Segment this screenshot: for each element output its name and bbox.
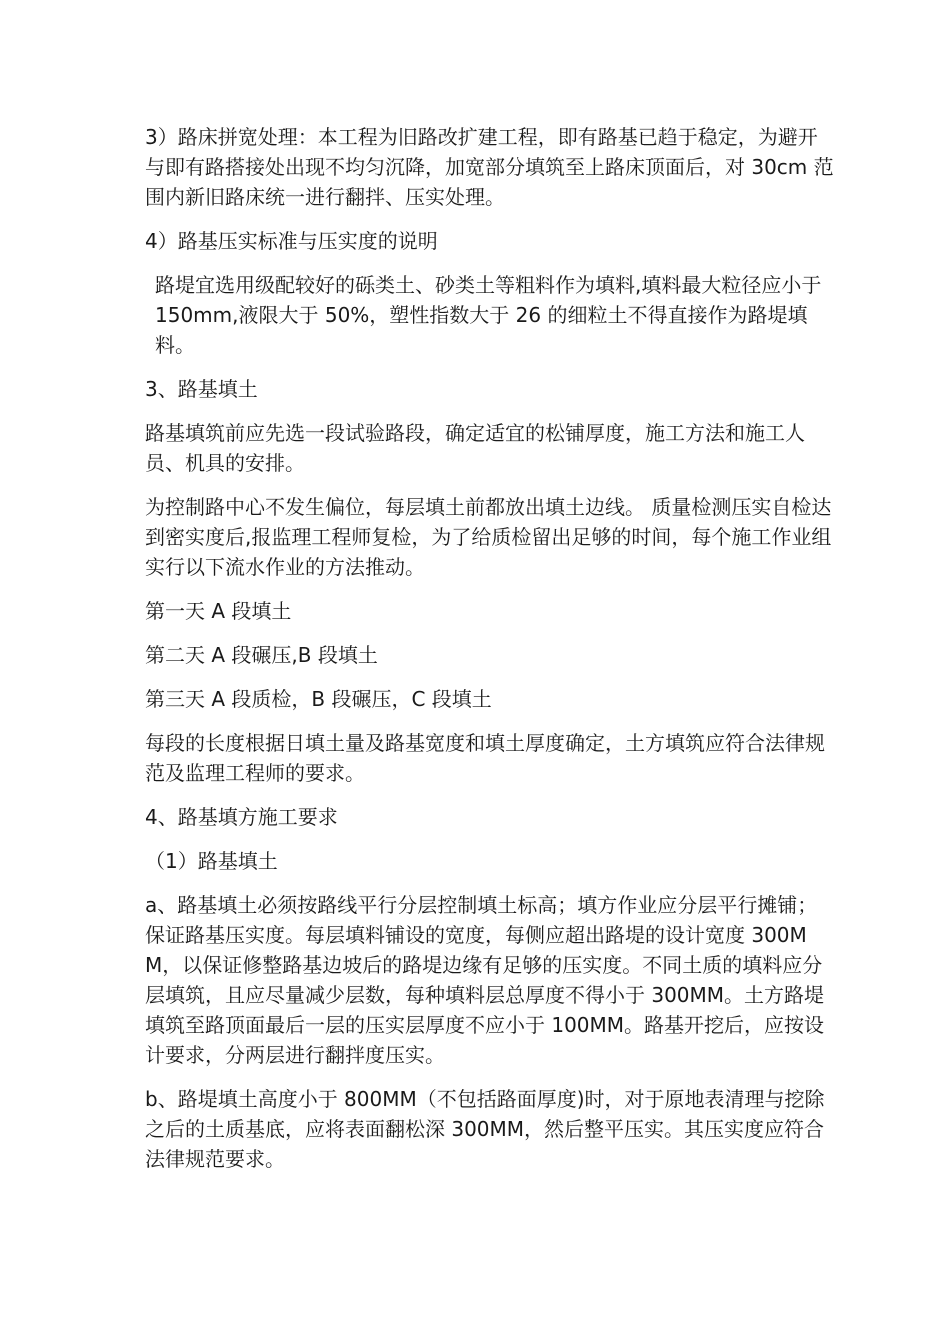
paragraph-requirement-b: b、路堤填土高度小于 800MM（不包括路面厚度)时，对于原地表清理与挖除之后的土质基底，应将表面翻松深 300MM，然后整平压实。其压实度应符合法律规范要求。 xyxy=(145,1087,825,1171)
paragraph-embankment-fill-material: 路堤宜选用级配较好的砾类土、砂类土等粗料作为填料,填料最大粒径应小于 150mm,液限大于 50%，塑性指数大于 26 的细粒土不得直接作为路堤填料。 xyxy=(155,273,822,357)
paragraph-requirement-a: a、路基填土必须按路线平行分层控制填土标高；填方作业应分层平行摊铺；保证路基压实度。每层填料铺设的宽度，每侧应超出路堤的设计宽度 300MM，以保证修整路基边坡后的路堤边缘有足够的压实度。不同土质的填料应分层填筑，且应尽量减少层数，每种填料层总厚度不得小于 300MM。土方路堤填筑至路顶面最后一层的压实层厚度不应小于 100MM。路基开挖后，应按设计要求，分两层进行翻拌度压实。 xyxy=(145,893,825,1067)
paragraph-centerline-control: 为控制路中心不发生偏位，每层填土前都放出填土边线。 质量检测压实自检达到密实度后,报监理工程师复检，为了给质检留出足够的时间，每个施工作业组实行以下流水作业的方法推动。 xyxy=(145,495,832,579)
paragraph-day-three: 第三天 A 段质检，B 段碾压，C 段填土 xyxy=(145,687,492,711)
heading-compaction-standard: 4）路基压实标准与压实度的说明 xyxy=(145,229,438,253)
paragraph-subgrade-widening: 3）路床拼宽处理：本工程为旧路改扩建工程，即有路基已趋于稳定，为避开与即有路搭接处出现不均匀沉降，加宽部分填筑至上路床顶面后，对 30cm 范围内新旧路床统一进行翻拌、压实处理。 xyxy=(145,125,834,209)
paragraph-day-one: 第一天 A 段填土 xyxy=(145,599,292,623)
paragraph-day-two: 第二天 A 段碾压,B 段填土 xyxy=(145,643,378,667)
paragraph-test-section: 路基填筑前应先选一段试验路段，确定适宜的松铺厚度，施工方法和施工人员、机具的安排。 xyxy=(145,421,805,475)
document-page xyxy=(145,122,835,1188)
heading-subgrade-fill: 3、路基填土 xyxy=(145,377,258,401)
heading-subgrade-fill-sub: （1）路基填土 xyxy=(145,849,278,873)
heading-fill-requirements: 4、路基填方施工要求 xyxy=(145,805,338,829)
paragraph-section-length: 每段的长度根据日填土量及路基宽度和填土厚度确定，土方填筑应符合法律规范及监理工程师的要求。 xyxy=(145,731,825,785)
